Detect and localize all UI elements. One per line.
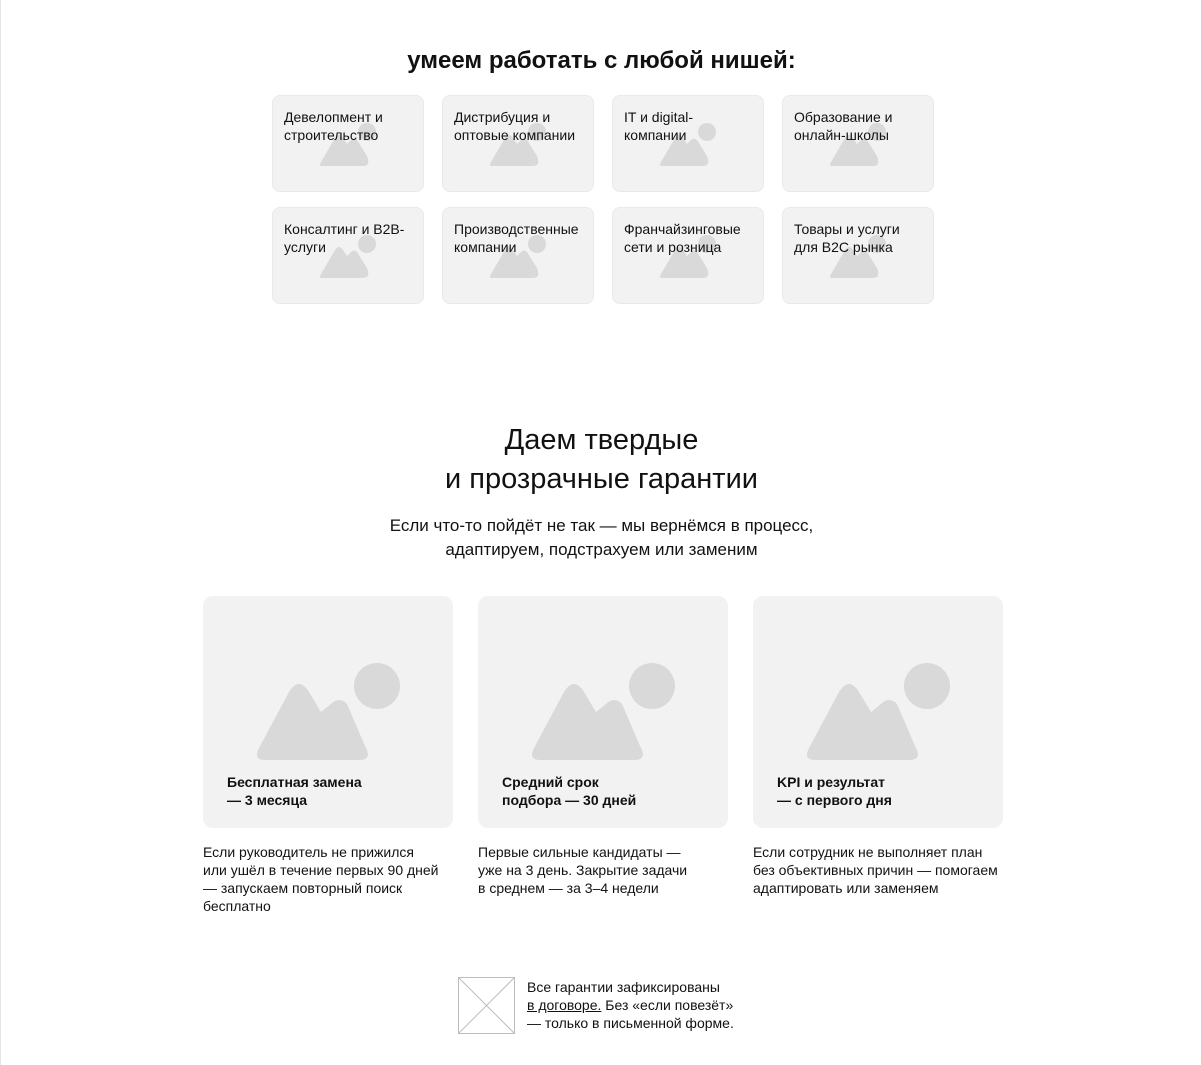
guarantee-card-title-line: — 3 месяца	[227, 792, 308, 808]
niche-card-distribution[interactable]	[442, 95, 594, 192]
guarantee-card-title	[227, 773, 362, 809]
guarantee-desc-line: — запускаем повторный поиск	[203, 880, 403, 896]
guarantee-desc-line: адаптировать или заменяем	[753, 880, 939, 896]
guarantee-card-description	[753, 843, 1003, 897]
niche-label: Дистрибуция и оптовые компании	[454, 109, 576, 143]
guarantee-card-title-line: Бесплатная замена	[227, 774, 362, 790]
niche-label: Франчайзинговые сети и розница	[624, 221, 741, 255]
guarantee-card	[753, 596, 1003, 828]
guarantee-desc-line: в среднем — за 3–4 недели	[478, 880, 659, 896]
guarantee-desc-line: Если сотрудник не выполняет план	[753, 844, 983, 860]
guarantees-subtitle-line: Если что-то пойдёт не так — мы вернёмся в процесс,	[389, 516, 814, 535]
guarantee-card-title-line: — с первого дня	[777, 792, 892, 808]
guarantee-cards	[203, 596, 1003, 915]
niche-card-b2c[interactable]	[782, 207, 934, 304]
guarantee-card-title-line: подбора — 30 дней	[502, 792, 637, 808]
contract-line: — только в письменной форме.	[527, 1015, 734, 1031]
image-placeholder-icon	[255, 662, 401, 762]
contract-link[interactable]: в договоре.	[527, 997, 602, 1013]
guarantees-title-line: и прозрачные гарантии	[445, 463, 758, 495]
niche-card-development[interactable]	[272, 95, 424, 192]
niches-title: умеем работать с любой нишей:	[407, 47, 796, 74]
image-missing-icon	[458, 977, 515, 1034]
guarantee-desc-line: Если руководитель не прижился	[203, 844, 414, 860]
niches-grid	[272, 95, 935, 304]
guarantee-card-title-line: KPI и результат	[777, 774, 886, 790]
guarantees-title	[1, 421, 1201, 499]
guarantee-card-title	[777, 773, 892, 809]
contract-note	[458, 977, 734, 1034]
niche-label: Производственные компании	[454, 221, 579, 255]
guarantees-subtitle-line: адаптируем, подстрахуем или заменим	[445, 540, 758, 559]
niche-label: Девелопмент и строительство	[284, 109, 383, 143]
guarantee-card-description	[478, 843, 728, 897]
niche-card-education[interactable]	[782, 95, 934, 192]
guarantee-desc-line: Первые сильные кандидаты —	[478, 844, 681, 860]
guarantee-desc-line: без объективных причин — помогаем	[753, 862, 998, 878]
guarantee-desc-line: или ушёл в течение первых 90 дней	[203, 862, 439, 878]
contract-text	[527, 978, 734, 1032]
niche-card-franchise[interactable]	[612, 207, 764, 304]
image-placeholder-icon	[805, 662, 951, 762]
guarantee-card	[203, 596, 453, 828]
guarantee-desc-line: уже на 3 день. Закрытие задачи	[478, 862, 688, 878]
niche-label: Товары и услуги для B2C рынка	[794, 221, 900, 255]
niche-label: Образование и онлайн-школы	[794, 109, 893, 143]
guarantee-desc-line: бесплатно	[203, 898, 271, 914]
niche-card-consulting[interactable]	[272, 207, 424, 304]
guarantee-card-description	[203, 843, 453, 915]
guarantee-card-title-line: Средний срок	[502, 774, 599, 790]
contract-line: Все гарантии зафиксированы	[527, 979, 720, 995]
contract-line-rest: Без «если повезёт»	[601, 997, 734, 1013]
guarantees-title-line: Даем твердые	[504, 424, 699, 456]
niche-label: Консалтинг и B2B-услуги	[284, 221, 405, 255]
niche-card-it[interactable]	[612, 95, 764, 192]
guarantee-kpi	[753, 596, 1003, 915]
guarantee-free-replacement	[203, 596, 453, 915]
guarantee-average-time	[478, 596, 728, 915]
guarantee-card-title	[502, 773, 636, 809]
guarantee-card	[478, 596, 728, 828]
image-placeholder-icon	[530, 662, 676, 762]
guarantees-subtitle	[1, 514, 1201, 562]
niche-card-manufacturing[interactable]	[442, 207, 594, 304]
niche-label: IT и digital-компании	[624, 109, 694, 143]
contract-line	[527, 996, 734, 1014]
